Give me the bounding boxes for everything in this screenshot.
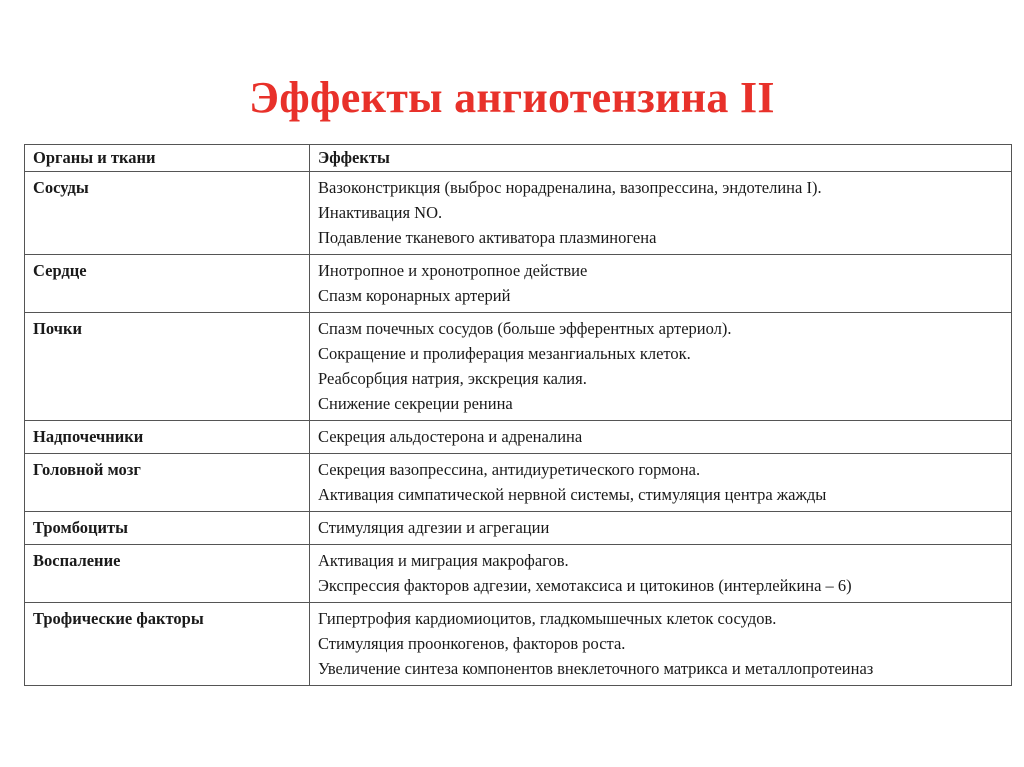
effect-line: Снижение секреции ренина xyxy=(318,394,513,413)
effect-line: Сокращение и пролиферация мезангиальных клеток. xyxy=(318,344,691,363)
effects-cell xyxy=(310,172,1012,255)
table-row xyxy=(25,421,1012,454)
table-row xyxy=(25,603,1012,686)
effect-line: Экспрессия факторов адгезии, хемотаксиса и цитокинов (интерлейкина – 6) xyxy=(318,576,852,595)
effect-line: Секреция альдостерона и адреналина xyxy=(318,427,583,446)
effect-line: Инотропное и хронотропное действие xyxy=(318,261,588,280)
effects-cell xyxy=(310,512,1012,545)
effect-line: Инактивация NO. xyxy=(318,203,443,222)
effect-line: Подавление тканевого активатора плазминогена xyxy=(318,228,657,247)
organ-cell: Тромбоциты xyxy=(25,512,310,545)
organ-cell: Почки xyxy=(25,313,310,421)
effect-line: Активация и миграция макрофагов. xyxy=(318,551,569,570)
table-row xyxy=(25,172,1012,255)
table-header-row xyxy=(25,145,1012,172)
table-row xyxy=(25,545,1012,603)
organ-cell: Надпочечники xyxy=(25,421,310,454)
effect-line: Реабсорбция натрия, экскреция калия. xyxy=(318,369,587,388)
organ-cell: Трофические факторы xyxy=(25,603,310,686)
table-row xyxy=(25,454,1012,512)
effects-cell xyxy=(310,545,1012,603)
table-row xyxy=(25,255,1012,313)
header-organs: Органы и ткани xyxy=(25,145,310,172)
slide-title: Эффекты ангиотензина II xyxy=(249,73,775,122)
effects-cell xyxy=(310,313,1012,421)
effect-line: Активация симпатической нервной системы, стимуляция центра жажды xyxy=(318,485,827,504)
effect-line: Секреция вазопрессина, антидиуретического гормона. xyxy=(318,460,701,479)
effect-line: Стимуляция проонкогенов, факторов роста. xyxy=(318,634,626,653)
effect-line: Гипертрофия кардиомиоцитов, гладкомышечных клеток сосудов. xyxy=(318,609,777,628)
effects-cell xyxy=(310,454,1012,512)
effects-cell xyxy=(310,255,1012,313)
header-effects: Эффекты xyxy=(310,145,1012,172)
effect-line: Спазм почечных сосудов (больше эфферентных артериол). xyxy=(318,319,732,338)
effect-line: Стимуляция адгезии и агрегации xyxy=(318,518,550,537)
effects-cell xyxy=(310,421,1012,454)
organ-cell: Сердце xyxy=(25,255,310,313)
effect-line: Вазоконстрикция (выброс норадреналина, вазопрессина, эндотелина I). xyxy=(318,178,822,197)
organ-cell: Головной мозг xyxy=(25,454,310,512)
table-row xyxy=(25,512,1012,545)
effects-cell xyxy=(310,603,1012,686)
organ-cell: Сосуды xyxy=(25,172,310,255)
table-row xyxy=(25,313,1012,421)
effect-line: Увеличение синтеза компонентов внеклеточного матрикса и металлопротеиназ xyxy=(318,659,874,678)
organ-cell: Воспаление xyxy=(25,545,310,603)
effects-table xyxy=(24,144,1012,686)
effect-line: Спазм коронарных артерий xyxy=(318,286,511,305)
